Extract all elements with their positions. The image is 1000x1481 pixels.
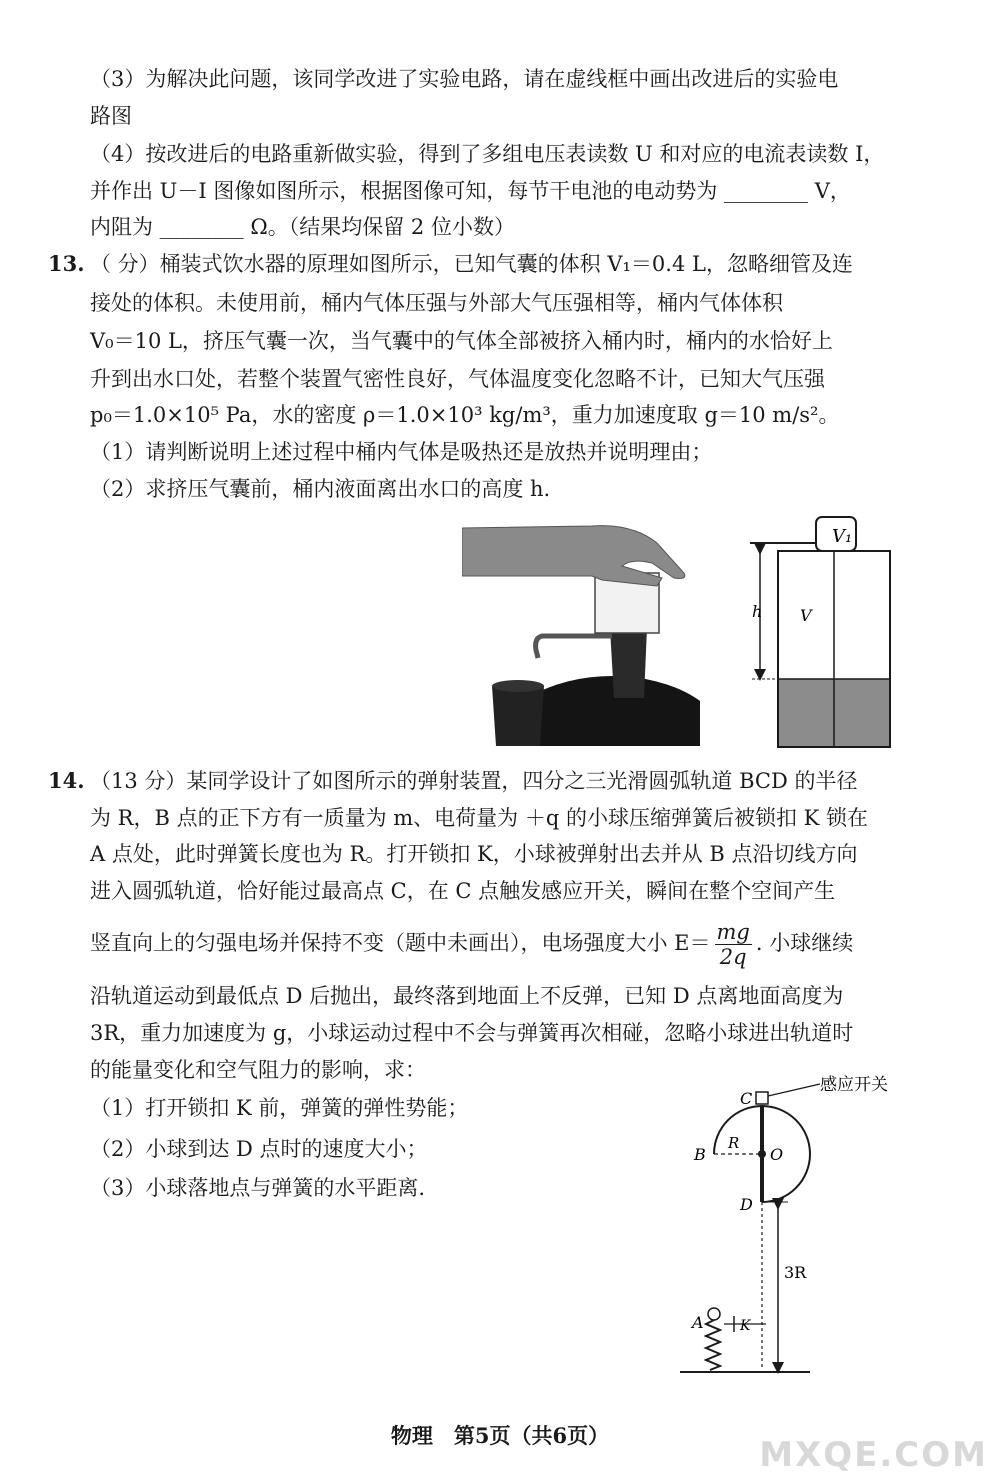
label-k: K bbox=[740, 1318, 751, 1334]
q14-line6: 沿轨道运动到最低点 D 后抛出，最终落到地面上不反弹，已知 D 点离地面高度为 bbox=[90, 984, 844, 1008]
q13-number: 13. bbox=[48, 251, 85, 276]
q14-sub3: （3）小球落地点与弹簧的水平距离. bbox=[90, 1176, 426, 1200]
label-d: D bbox=[740, 1195, 753, 1214]
label-o: O bbox=[770, 1145, 784, 1164]
q14-line2: 为 R，B 点的正下方有一质量为 m、电荷量为 ＋q 的小球压缩弹簧后被锁扣 K 锁在 bbox=[90, 806, 869, 830]
q13-sub1: （1）请判断说明上述过程中桶内气体是吸热还是放热并说明理由； bbox=[90, 440, 713, 464]
label-v1: V₁ bbox=[832, 526, 853, 547]
dispenser-schematic bbox=[748, 513, 898, 751]
q14-line5-text: 竖直向上的匀强电场并保持不变（题中未画出），电场强度大小 E＝ bbox=[90, 931, 711, 955]
label-c: C bbox=[740, 1089, 753, 1108]
fraction-numerator: mg bbox=[716, 920, 750, 944]
q14-line8: 的能量变化和空气阻力的影响，求： bbox=[90, 1058, 426, 1082]
q12-part4-line2: 并作出 U－I 图像如图所示，根据图像可知，每节干电池的电动势为 ________ V， bbox=[90, 179, 851, 203]
label-3r: 3R bbox=[784, 1263, 807, 1282]
page-footer: 物理 第5页（共6页） bbox=[390, 1423, 610, 1448]
q12-part3: （3）为解决此问题，该同学改进了实验电路，请在虚线框中画出改进后的实验电 bbox=[90, 67, 839, 91]
sensor-switch bbox=[756, 1092, 768, 1104]
watermark: MXQE.COM bbox=[759, 1435, 988, 1475]
q13-line3: V₀＝10 L，挤压气囊一次，当气囊中的气体全部被挤入桶内时，桶内的水恰好上 bbox=[90, 329, 833, 353]
q12-part4-line1: （4）按改进后的电路重新做实验，得到了多组电压表读数 U 和对应的电流表读数 I， bbox=[90, 142, 885, 166]
label-v: V bbox=[800, 606, 812, 625]
field-fraction bbox=[715, 920, 752, 969]
q13-line1: （ 分）桶装式饮水器的原理如图所示，已知气囊的体积 V₁＝0.4 L，忽略细管及连 bbox=[90, 252, 853, 276]
q14-number: 14. bbox=[48, 768, 85, 793]
q14-line5-tail: . 小球继续 bbox=[755, 931, 854, 955]
q13-line2: 接处的体积。未使用前，桶内气体压强与外部大气压强相等，桶内气体体积 bbox=[90, 291, 783, 315]
label-h: h bbox=[752, 602, 763, 621]
q14-sub1: （1）打开锁扣 K 前，弹簧的弹性势能； bbox=[90, 1096, 469, 1120]
fraction-denominator: 2q bbox=[719, 945, 747, 969]
q12-part4-line3: 内阻为 ________ Ω。（结果均保留 2 位小数） bbox=[90, 215, 515, 239]
q14-line7: 3R，重力加速度为 g，小球运动过程中不会与弹簧再次相碰，忽略小球进出轨道时 bbox=[90, 1021, 854, 1045]
q13-sub2: （2）求挤压气囊前，桶内液面离出水口的高度 h. bbox=[90, 477, 551, 501]
q12-part3-cont: 路图 bbox=[90, 104, 132, 128]
dispenser-photo bbox=[462, 518, 700, 746]
ball bbox=[708, 1308, 720, 1320]
label-switch: 感应开关 bbox=[820, 1075, 888, 1095]
center-point bbox=[758, 1150, 766, 1158]
q14-line5 bbox=[90, 920, 853, 969]
label-r: R bbox=[728, 1134, 740, 1152]
q14-line3: A 点处，此时弹簧长度也为 R。打开锁扣 K，小球被弹射出去并从 B 点沿切线方向 bbox=[90, 842, 858, 866]
label-b: B bbox=[694, 1145, 706, 1164]
q13-line4: 升到出水口处，若整个装置气密性良好，气体温度变化忽略不计，已知大气压强 bbox=[90, 367, 825, 391]
q14-line1: （13 分）某同学设计了如图所示的弹射装置，四分之三光滑圆弧轨道 BCD 的半径 bbox=[90, 769, 858, 793]
q13-line5: p₀＝1.0×10⁵ Pa，水的密度 ρ＝1.0×10³ kg/m³，重力加速度取 g＝10 m/s²。 bbox=[90, 403, 840, 427]
launcher-diagram bbox=[680, 1070, 920, 1395]
q14-line4: 进入圆弧轨道，恰好能过最高点 C，在 C 点触发感应开关，瞬间在整个空间产生 bbox=[90, 879, 836, 903]
label-a: A bbox=[692, 1313, 704, 1332]
q14-sub2: （2）小球到达 D 点时的速度大小； bbox=[90, 1137, 428, 1161]
spring bbox=[706, 1320, 720, 1370]
